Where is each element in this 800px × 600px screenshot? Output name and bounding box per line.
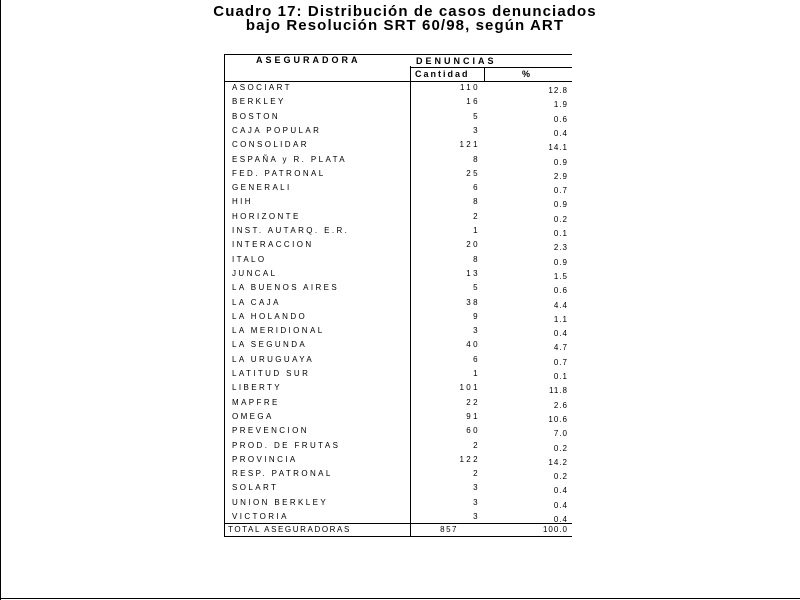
table-row: [224, 369, 572, 383]
insurer-name: OMEGA: [232, 411, 274, 421]
table-row: [224, 169, 572, 183]
table-row: [224, 355, 572, 369]
insurer-name: LA SEGUNDA: [232, 340, 308, 350]
complaints-percent: 14.2: [548, 457, 568, 467]
table-row: [224, 269, 572, 283]
complaints-percent: 10.6: [548, 414, 568, 424]
insurer-name: ITALO: [232, 254, 267, 264]
complaints-percent: 12.8: [548, 86, 568, 95]
complaints-percent: 7.0: [553, 429, 568, 439]
complaints-percent: 0.4: [553, 329, 568, 339]
table-row: [224, 512, 572, 526]
complaints-percent: 14.1: [548, 143, 568, 153]
complaints-percent: 0.7: [553, 186, 568, 196]
complaints-quantity: 16: [466, 97, 480, 107]
complaints-percent: 0.4: [553, 500, 568, 510]
table-row: [224, 383, 572, 397]
complaints-quantity: 2: [473, 440, 480, 450]
complaints-percent: 0.9: [553, 257, 568, 267]
insurer-name: RESP. PATRONAL: [232, 469, 333, 479]
complaints-percent: 0.4: [553, 128, 568, 138]
header-cantidad: Cantidad: [415, 69, 470, 79]
insurer-name: PROD. DE FRUTAS: [232, 440, 341, 450]
complaints-percent: 0.4: [553, 515, 568, 524]
insurer-name: HORIZONTE: [232, 211, 301, 221]
complaints-quantity: 1: [473, 369, 480, 378]
complaints-quantity: 6: [473, 354, 480, 364]
table-row: [224, 426, 572, 440]
insurer-name: PROVINCIA: [232, 454, 298, 464]
complaints-percent: 1.9: [553, 100, 568, 110]
complaints-quantity: 3: [473, 483, 480, 493]
complaints-percent: 0.1: [553, 229, 568, 238]
complaints-percent: 0.2: [553, 214, 568, 224]
complaints-percent: 4.7: [553, 343, 568, 353]
complaints-quantity: 101: [459, 383, 480, 393]
complaints-percent: 0.9: [553, 200, 568, 210]
complaints-quantity: 5: [473, 111, 480, 121]
insurer-name: ASOCIART: [232, 83, 292, 92]
page-subtitle: bajo Resolución SRT 60/98, según ART: [245, 17, 565, 34]
table-row: [224, 283, 572, 297]
complaints-quantity: 2: [473, 211, 480, 221]
total-row: [224, 525, 572, 539]
complaints-percent: 1.5: [553, 271, 568, 281]
insurer-name: FED. PATRONAL: [232, 168, 326, 178]
insurer-name: LA BUENOS AIRES: [232, 283, 340, 293]
complaints-quantity: 8: [473, 197, 480, 207]
complaints-quantity: 8: [473, 154, 480, 164]
table-row: [224, 483, 572, 497]
insurer-name: VICTORIA: [232, 512, 289, 521]
complaints-quantity: 22: [466, 397, 480, 407]
insurer-name: MAPFRE: [232, 397, 280, 407]
table-row: [224, 212, 572, 226]
table-row: [224, 298, 572, 312]
insurer-name: GENERALI: [232, 183, 292, 193]
complaints-quantity: 38: [466, 297, 480, 307]
left-border: [0, 0, 1, 600]
complaints-quantity: 1: [473, 226, 480, 235]
complaints-percent: 11.8: [549, 386, 568, 396]
complaints-quantity: 9: [473, 311, 480, 321]
insurer-name: HIH: [232, 197, 253, 207]
table-row: [224, 340, 572, 354]
complaints-percent: 0.4: [553, 486, 568, 496]
table-row: [224, 240, 572, 254]
insurer-name: LA URUGUAYA: [232, 354, 315, 364]
page-title: Cuadro 17: Distribución de casos denunciados: [213, 3, 597, 20]
table-row: [224, 155, 572, 169]
table-row: [224, 197, 572, 211]
header-aseguradora: ASEGURADORA: [256, 55, 361, 65]
table-row: [224, 441, 572, 455]
complaints-percent: 0.6: [553, 114, 568, 124]
insurer-name: LATITUD SUR: [232, 369, 311, 378]
complaints-percent: 2.9: [553, 171, 568, 181]
insurer-name: LA HOLANDO: [232, 311, 308, 321]
table-row: [224, 140, 572, 154]
complaints-percent: 4.4: [553, 300, 568, 310]
complaints-quantity: 3: [473, 326, 480, 336]
art-complaints-table: [224, 54, 572, 537]
insurer-name: LA MERIDIONAL: [232, 326, 325, 336]
table-row: [224, 498, 572, 512]
insurer-name: JUNCAL: [232, 268, 278, 278]
complaints-quantity: 40: [466, 340, 480, 350]
insurer-name: SOLART: [232, 483, 279, 493]
complaints-quantity: 110: [460, 83, 480, 92]
insurer-name: INTERACCION: [232, 240, 314, 250]
complaints-percent: 0.6: [553, 286, 568, 296]
complaints-percent: 0.1: [553, 372, 568, 381]
complaints-quantity: 8: [473, 254, 480, 264]
header-percent: %: [522, 69, 533, 79]
insurer-name: CAJA POPULAR: [232, 125, 322, 135]
bottom-border: [0, 598, 800, 599]
table-row: [224, 112, 572, 126]
complaints-quantity: 5: [473, 283, 480, 293]
table-row: [224, 326, 572, 340]
complaints-percent: 2.3: [553, 243, 568, 253]
table-row: [224, 412, 572, 426]
complaints-quantity: 3: [473, 125, 480, 135]
complaints-percent: 0.7: [553, 357, 568, 367]
table-row: [224, 83, 572, 97]
table-row: [224, 398, 572, 412]
insurer-name: LIBERTY: [232, 383, 282, 393]
table-row: [224, 126, 572, 140]
insurer-name: BOSTON: [232, 111, 281, 121]
insurer-name: INST. AUTARQ. E.R.: [232, 226, 350, 235]
column-divider-qty: [484, 67, 485, 81]
insurer-name: LA CAJA: [232, 297, 281, 307]
complaints-quantity: 121: [459, 140, 480, 150]
table-row: [224, 183, 572, 197]
insurer-name: BERKLEY: [232, 97, 286, 107]
header-divider: [410, 67, 572, 68]
complaints-quantity: 6: [473, 183, 480, 193]
complaints-quantity: 3: [473, 512, 480, 521]
table-row: [224, 469, 572, 483]
complaints-quantity: 122: [459, 454, 480, 464]
complaints-percent: 1.1: [553, 314, 568, 324]
table-row: [224, 97, 572, 111]
total-label: TOTAL ASEGURADORAS: [228, 525, 351, 534]
total-qty: 857: [440, 525, 458, 534]
complaints-quantity: 91: [466, 411, 480, 421]
complaints-quantity: 25: [466, 168, 480, 178]
insurer-name: CONSOLIDAR: [232, 140, 309, 150]
table-row: [224, 455, 572, 469]
insurer-name: PREVENCION: [232, 426, 309, 436]
total-pct: 100.0: [542, 525, 568, 534]
complaints-percent: 0.9: [553, 157, 568, 167]
header-bottom-border: [224, 81, 572, 82]
complaints-quantity: 3: [473, 497, 480, 507]
insurer-name: UNION BERKLEY: [232, 497, 329, 507]
complaints-quantity: 2: [473, 469, 480, 479]
table-row: [224, 226, 572, 240]
table-row: [224, 312, 572, 326]
complaints-percent: 0.2: [553, 443, 568, 453]
insurer-name: ESPAÑA y R. PLATA: [232, 154, 348, 164]
complaints-quantity: 20: [466, 240, 480, 250]
complaints-quantity: 13: [466, 268, 480, 278]
complaints-percent: 2.6: [553, 400, 568, 410]
header-denuncias: DENUNCIAS: [416, 56, 497, 66]
table-row: [224, 255, 572, 269]
complaints-percent: 0.2: [553, 472, 568, 482]
complaints-quantity: 60: [466, 426, 480, 436]
